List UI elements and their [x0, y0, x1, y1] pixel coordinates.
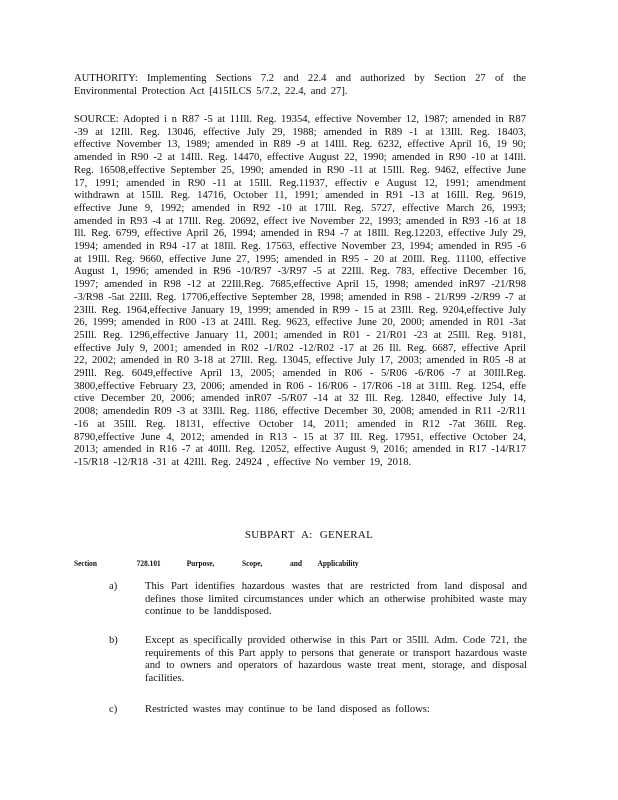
subsection-text: Except as specifically provided otherwise in this Part or 35Ill. Adm. Code 721, the requirements of this Part apply to persons that generate or transport hazardous waste and to owners and operators of hazardous waste treat ment, storage, and disposal facilities. [145, 635, 527, 685]
subpart-heading: SUBPART A: GENERAL [244, 529, 374, 541]
section-label: Section [74, 558, 97, 568]
section-title-word: and [290, 558, 302, 568]
section-heading [74, 558, 470, 568]
source-note: SOURCE: Adopted i n R87 -5 at 11Ill. Reg. 19354, effective November 12, 1987; amended in R87 -39 at 12Ill. Reg. 13046, effective July 29, 1988; amended in R89 -1 at 13Ill. Reg. 18403, effective November 13, 1989; amended in R89 -9 at 14Ill. Reg. 6232, effective April 16, 19 90; amended in R90 -2 at 14Ill. Reg. 14470, effective August 22, 1990; amended in R90 -10 at 14Ill. Reg. 16508,effective September 25, 1990; amended in R90 -11 at 15Ill. Reg. 9462, effective June 17, 1991; amended in R90 -11 at 15Ill. Reg.11937, effectiv e August 12, 1991; amendment withdrawn at 15Ill. Reg. 14716, October 11, 1991; amended in R91 -13 at 16Ill. Reg. 9619, effective June 9, 1992; amended in R92 -10 at 17Ill. Reg. 5727, effective March 26, 1993; amended in R93 -4 at 17Ill. Reg. 20692, effect ive November 22, 1993; amended in R93 -16 at 18 Ill. Reg. 6799, effective April 26, 1994; amended in R94 -7 at 18Ill. Reg.12203, effective July 29, 1994; amended in R94 -17 at 18Ill. Reg. 17563, effective November 23, 1994; amended in R95 -6 at 19Ill. Reg. 9660, effective June 27, 1995; amended in R95 - 20 at 20Ill. Reg. 11100, effective August 1, 1996; amended in R96 -10/R97 -3/R97 -5 at 22Ill. Reg. 783, effective December 16, 1997; amended in R98 -12 at 22Ill.Reg. 7685,effective April 15, 1998; amended inR97 -21/R98 -3/R98 -5at 22Ill. Reg. 17706,effective September 28, 1998; amended in R98 - 21/R99 -2/R99 -7 at 23Ill. Reg. 1964,effective January 19, 1999; amended in R99 - 15 at 23Ill. Reg. 9204,effective July 26, 1999; amended in R00 -13 at 24Ill. Reg. 9623, effective June 20, 2000; amended in R01 -3at 25Ill. Reg. 1296,effective January 11, 2001; amended in R01 - 21/R01 -23 at 25Ill. Reg. 9181, effective July 9, 2001; amended in R02 -1/R02 -12/R02 -17 at 26 Ill. Reg. 6687, effective April 22, 2002; amended in R0 3-18 at 27Ill. Reg. 13045, effective July 17, 2003; amended in R05 -8 at 29Ill. Reg. 6049,effective April 13, 2005; amended in R06 - 5/R06 -6/R06 -7 at 30Ill.Reg. 3800,effective February 23, 2006; amended in R06 - 16/R06 - 17/R06 -18 at 31Ill. Reg. 1254, effe ctive December 20, 2006; amended inR07 -5/R07 -14 at 32 Ill. Reg. 12840, effective July 14, 2008; amendedin R09 -3 at 33Ill. Reg. 1186, effective December 30, 2008; amended in R11 -2/R11 -16 at 35Ill. Reg. 18131, effective October 14, 2011; amended in R12 -7at 36Ill. Reg. 8790,effective June 4, 2012; amended in R13 - 15 at 37 Ill. Reg. 17951, effective October 24, 2013; amended in R16 -7 at 40Ill. Reg. 12052, effective August 9, 2016; amended in R17 -14/R17 -15/R18 -12/R18 -31 at 42Ill. Reg. 24924 , effective No vember 19, 2018. [74, 114, 526, 468]
section-title-word: Purpose, [186, 558, 215, 568]
authority-note: AUTHORITY: Implementing Sections 7.2 and 22.4 and authorized by Section 27 of the Environmental Protection Act [415ILCS 5/7.2, 22.4, and 27]. [74, 73, 526, 97]
section-number: 728.101 [136, 558, 161, 568]
subsection-marker: a) [109, 581, 118, 592]
subsection-text: Restricted wastes may continue to be land disposed as follows: [145, 704, 430, 715]
section-title-word: Scope, [242, 558, 263, 568]
subsection-text: This Part identifies hazardous wastes that are restricted from land disposal and defines those limited circumstances under which an otherwise prohibited waste may continue to be landdisposed. [145, 581, 527, 618]
subsection-marker: b) [109, 635, 118, 646]
section-title-word: Applicability [317, 558, 359, 568]
subsection-marker: c) [109, 704, 118, 715]
